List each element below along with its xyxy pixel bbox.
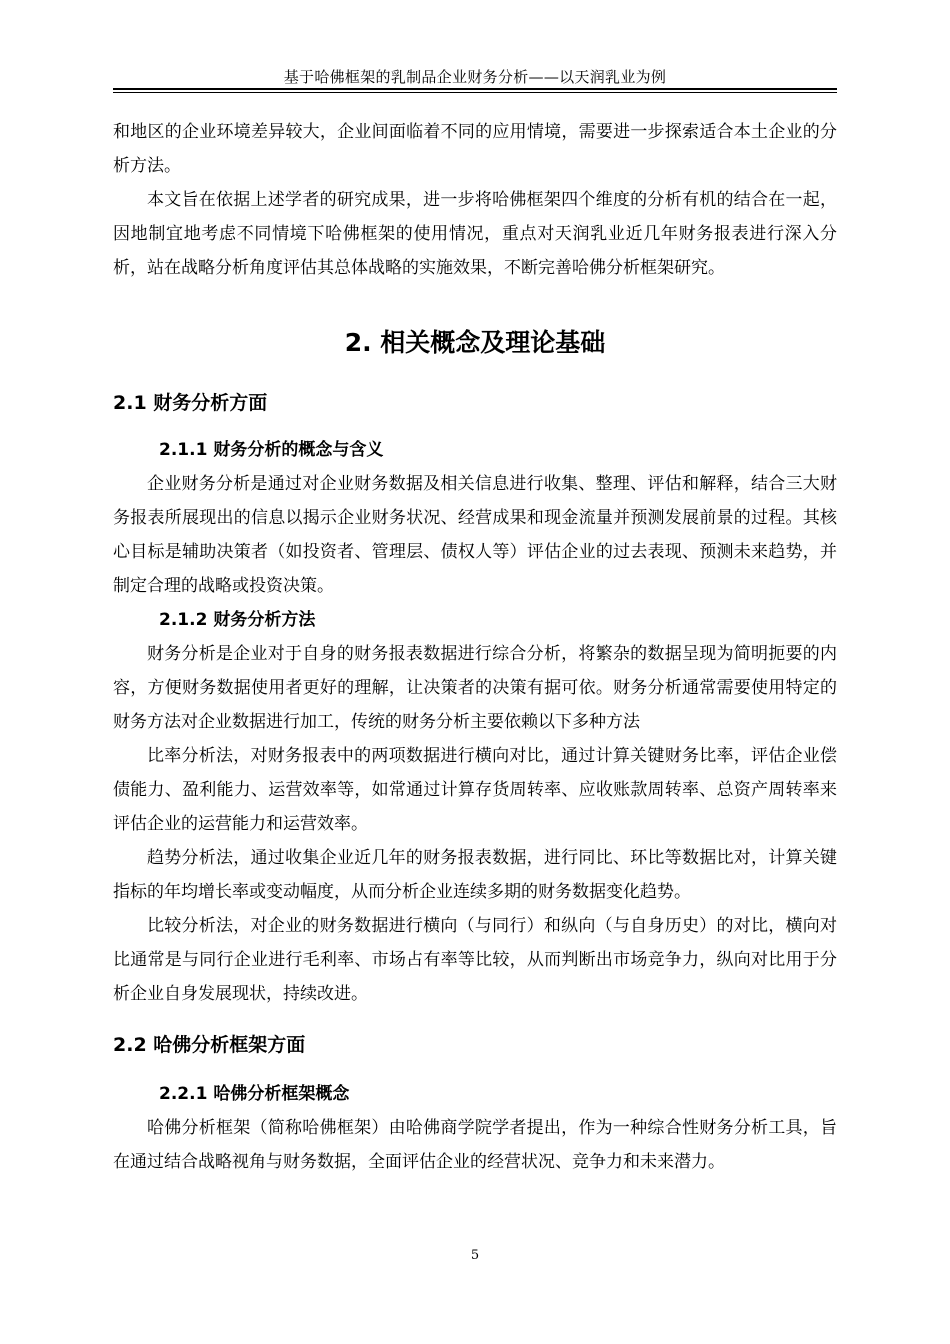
paragraph: 企业财务分析是通过对企业财务数据及相关信息进行收集、整理、评估和解释，结合三大财务报表所展现出的信息以揭示企业财务状况、经营成果和现金流量并预测发展前景的过程。其核心目标是辅助决策者（如投资者、管理层、债权人等）评估企业的过去表现、预测未来趋势，并制定合理的战略或投资决策。 <box>113 474 837 596</box>
chapter-title: 2. 相关概念及理论基础 <box>344 328 606 357</box>
header-rule-thin <box>113 92 837 93</box>
page-header-title: 基于哈佛框架的乳制品企业财务分析——以天润乳业为例 <box>283 68 667 86</box>
paragraph: 哈佛分析框架（简称哈佛框架）由哈佛商学院学者提出，作为一种综合性财务分析工具，旨在通过结合战略视角与财务数据，全面评估企业的经营状况、竞争力和未来潜力。 <box>113 1118 837 1172</box>
paragraph: 财务分析是企业对于自身的财务报表数据进行综合分析，将繁杂的数据呈现为简明扼要的内容，方便财务数据使用者更好的理解，让决策者的决策有据可依。财务分析通常需要使用特定的财务方法对企业数据进行加工，传统的财务分析主要依赖以下多种方法 <box>113 644 837 732</box>
paragraph: 比率分析法，对财务报表中的两项数据进行横向对比，通过计算关键财务比率，评估企业偿债能力、盈利能力、运营效率等，如常通过计算存货周转率、应收账款周转率、总资产周转率来评估企业的运营能力和运营效率。 <box>113 746 837 834</box>
header-rule <box>113 88 837 90</box>
paragraph: 本文旨在依据上述学者的研究成果，进一步将哈佛框架四个维度的分析有机的结合在一起，因地制宜地考虑不同情境下哈佛框架的使用情况，重点对天润乳业近几年财务报表进行深入分析，站在战略分析角度评估其总体战略的实施效果，不断完善哈佛分析框架研究。 <box>113 190 837 278</box>
subsection-heading-2-1-2: 2.1.2 财务分析方法 <box>159 610 316 630</box>
section-heading-2-1: 2.1 财务分析方面 <box>113 392 268 414</box>
paragraph: 趋势分析法，通过收集企业近几年的财务报表数据，进行同比、环比等数据比对，计算关键指标的年均增长率或变动幅度，从而分析企业连续多期的财务数据变化趋势。 <box>113 848 837 902</box>
page-number: 5 <box>470 1248 480 1263</box>
document-body <box>113 115 837 1179</box>
paragraph: 和地区的企业环境差异较大，企业间面临着不同的应用情境，需要进一步探索适合本土企业的分析方法。 <box>113 122 837 176</box>
section-heading-2-2: 2.2 哈佛分析框架方面 <box>113 1034 306 1056</box>
subsection-heading-2-2-1: 2.2.1 哈佛分析框架概念 <box>159 1084 350 1104</box>
paragraph: 比较分析法，对企业的财务数据进行横向（与同行）和纵向（与自身历史）的对比，横向对比通常是与同行企业进行毛利率、市场占有率等比较，从而判断出市场竞争力，纵向对比用于分析企业自身发展现状，持续改进。 <box>113 916 837 1004</box>
subsection-heading-2-1-1: 2.1.1 财务分析的概念与含义 <box>159 440 384 460</box>
